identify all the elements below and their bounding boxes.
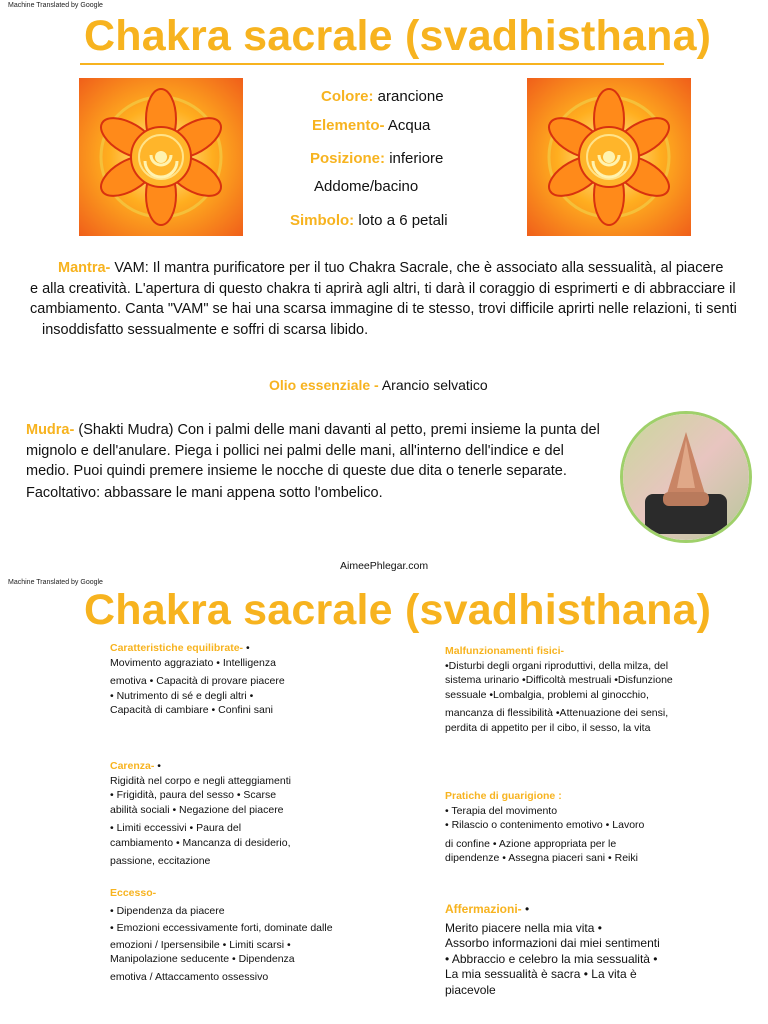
affermazioni-line-3: La mia sessualità è sacra • La vita è: [445, 967, 637, 981]
equilibrate-label: Caratteristiche equilibrate-: [110, 642, 244, 654]
page-title: Chakra sacrale (svadhisthana): [84, 12, 712, 60]
carenza-line-1: Rigidità nel corpo e negli atteggiamenti: [110, 774, 291, 787]
carenza-line-5: cambiamento • Mancanza di desiderio,: [110, 836, 291, 849]
pratiche-line-2: di confine • Azione appropriata per le: [445, 837, 617, 850]
malfunzionamenti-line-1: sistema urinario •Difficoltà mestruali •Disfunzione: [445, 674, 673, 686]
affermazioni-line-1: Assorbo informazioni dai miei sentimenti: [445, 936, 660, 950]
pratiche-line-1: • Rilascio o contenimento emotivo • Lavoro: [445, 819, 645, 831]
equilibrate-line-2: emotiva • Capacità di provare piacere: [110, 675, 285, 687]
property-posizione: [310, 150, 443, 167]
mantra-text-1: VAM: Il mantra purificatore per il tuo Chakra Sacrale, che è associato alla sessualità, al piacere: [114, 260, 724, 276]
section-pratiche: [445, 789, 644, 866]
malfunzionamenti-line-3: mancanza di flessibilità •Attenuazione dei sensi,: [445, 707, 669, 719]
property-simbolo: [290, 212, 448, 229]
carenza-line-3: abilità sociali • Negazione del piacere: [110, 803, 284, 816]
simbolo-value: loto a 6 petali: [358, 212, 448, 229]
colore-label: Colore:: [321, 88, 374, 105]
carenza-line-2: • Frigidità, paura del sesso • Scarse: [110, 789, 277, 801]
elemento-label: Elemento-: [312, 117, 385, 134]
equilibrate-line-0: •: [245, 642, 250, 654]
chakra-symbol-image-left: [79, 78, 243, 236]
olio-essenziale: [269, 377, 488, 393]
olio-value: Arancio selvatico: [381, 377, 488, 393]
section-malfunzionamenti: [445, 644, 673, 735]
eccesso-line-0: • Dipendenza da piacere: [110, 904, 225, 917]
pratiche-line-0: • Terapia del movimento: [445, 804, 558, 817]
mantra-line4: insoddisfatto sessualmente e soffri di scarsa libido.: [42, 322, 369, 338]
eccesso-line-1: • Emozioni eccessivamente forti, dominate dalle: [110, 922, 333, 934]
colore-value: arancione: [377, 88, 444, 105]
affermazioni-bullet: •: [525, 902, 530, 916]
mudra-photo: [620, 411, 752, 543]
equilibrate-line-1: Movimento aggraziato • Intelligenza: [110, 656, 276, 669]
mudra-line1: [26, 420, 600, 441]
mudra-line3: medio. Puoi quindi premere insieme le nocche di queste due dita o tenerle separate.: [26, 463, 567, 479]
eccesso-line-3: Manipolazione seducente • Dipendenza: [110, 953, 295, 965]
title-underline: [80, 63, 664, 65]
mantra-line1: [58, 258, 723, 279]
machine-translated-label: Machine Translated by Google: [8, 2, 103, 9]
carenza-line-4: • Limiti eccessivi • Paura del: [110, 822, 242, 834]
mudra-label: Mudra-: [26, 422, 75, 438]
chakra-symbol-image-right: [527, 78, 691, 236]
affermazioni-line-0: Merito piacere nella mia vita •: [445, 920, 602, 935]
mudra-line2: mignolo e dell'anulare. Piega i pollici nei palmi delle mani, all'interno dell'indice e del: [26, 443, 564, 459]
affermazioni-label: Affermazioni-: [445, 902, 522, 916]
elemento-value: Acqua: [387, 117, 431, 134]
pratiche-line-3: dipendenze • Assegna piaceri sani • Reiki: [445, 852, 638, 864]
olio-label: Olio essenziale -: [269, 377, 379, 393]
malfunzionamenti-line-0: •Disturbi degli organi riproduttivi, della milza, del: [445, 659, 669, 672]
machine-translated-label-2: Machine Translated by Google: [8, 579, 103, 586]
malfunzionamenti-line-2: sessuale •Lombalgia, problemi al ginocchio,: [445, 688, 649, 701]
simbolo-label: Simbolo:: [290, 212, 355, 229]
mudra-text-1: (Shakti Mudra) Con i palmi delle mani davanti al petto, premi insieme la punta del: [78, 422, 600, 438]
equilibrate-line-3: • Nutrimento di sé e degli altri •: [110, 689, 254, 702]
affermazioni-line-2: • Abbraccio e celebro la mia sessualità •: [445, 951, 658, 966]
property-elemento: [312, 117, 430, 134]
affermazioni-line-4: piacevole: [445, 982, 496, 997]
footer-website: AimeePhlegar.com: [340, 560, 429, 572]
posizione-value: inferiore: [389, 150, 444, 167]
section-eccesso: [110, 886, 333, 984]
section-affermazioni: [445, 902, 660, 998]
mantra-label: Mantra-: [58, 260, 111, 276]
carenza-label: Carenza-: [110, 760, 155, 772]
malfunzionamenti-line-4: perdita di appetito per il cibo, il sesso, la vita: [445, 721, 651, 734]
mantra-line2: e alla creatività. L'apertura di questo chakra ti aprirà agli altri, ti darà il coraggio di esprimerti e di abbracciare il: [30, 281, 736, 297]
section-equilibrate: [110, 641, 285, 718]
mudra-line4: Facoltativo: abbassare le mani appena sotto l'ombelico.: [26, 485, 383, 501]
property-colore: [321, 88, 444, 105]
eccesso-line-4: emotiva / Attaccamento ossessivo: [110, 970, 269, 983]
pratiche-label: Pratiche di guarigione :: [445, 790, 562, 802]
mantra-line3: cambiamento. Canta "VAM" se hai una scarsa immagine di te stesso, trovi difficile aprirti nelle relazioni, ti senti: [30, 301, 737, 317]
eccesso-line-2: emozioni / Ipersensibile • Limiti scarsi •: [110, 938, 291, 951]
page-title-2: Chakra sacrale (svadhisthana): [84, 586, 712, 634]
carenza-line-6: passione, eccitazione: [110, 855, 211, 867]
posizione-value-line2: Addome/bacino: [314, 178, 419, 195]
section-carenza: [110, 759, 291, 869]
malfunzionamenti-label: Malfunzionamenti fisici-: [445, 645, 565, 657]
equilibrate-line-4: Capacità di cambiare • Confini sani: [110, 704, 274, 716]
posizione-label: Posizione:: [310, 150, 386, 167]
eccesso-label: Eccesso-: [110, 887, 157, 899]
carenza-line-0: •: [157, 760, 161, 772]
